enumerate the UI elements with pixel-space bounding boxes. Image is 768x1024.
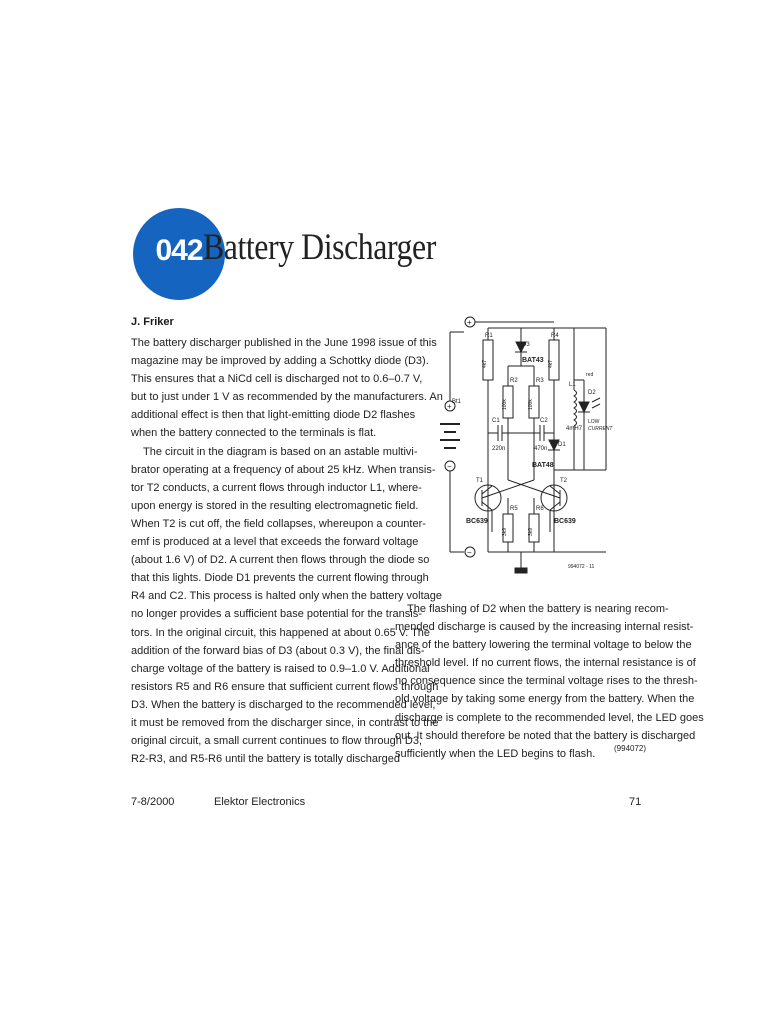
l1-value: 4mH7 (566, 426, 583, 432)
body-text-line: addition of the forward bias of D3 (about 0.3 V), the final dis- (131, 644, 425, 657)
d3-label: D3 (522, 342, 530, 348)
c2-value: 470n (534, 446, 548, 452)
r5-value: 3k9 (502, 527, 508, 536)
body-text-line: charge voltage of the battery is raised to 0.9–1.0 V. Additional (131, 662, 430, 675)
body-text-line: but to just under 1 V as recommended by the manufacturers. An (131, 391, 443, 404)
battery-minus-label: − (447, 462, 452, 471)
body-column-right (395, 600, 704, 763)
body-text-line: when the battery connected to the terminals is flat. (131, 427, 377, 440)
c1-label: C1 (492, 418, 500, 424)
r4-label: R4 (551, 333, 559, 339)
body-text-line: The battery discharger published in the June 1998 issue of this (131, 337, 437, 349)
body-text-line: The circuit in the diagram is based on an astable multivi- (143, 445, 418, 458)
body-text-line: original circuit, a small current continues to flow through D3, (131, 735, 423, 748)
r3-label: R3 (536, 378, 544, 384)
d1-label: D1 (558, 442, 566, 448)
bt1-label: Bt1 (452, 399, 462, 405)
body-text-line: D3. When the battery is discharged to the recommended level, (131, 698, 436, 711)
d1-value: BAT48 (532, 462, 554, 469)
t1-label: T1 (476, 478, 484, 484)
footer-date: 7-8/2000 (131, 796, 175, 808)
body-text-line: it must be removed from the discharger since, in contrast to the (131, 716, 439, 729)
body-text-line: out. It should therefore be noted that the battery is discharged (395, 729, 696, 742)
d2-color: red (586, 372, 594, 378)
body-text-line: tor T2 conducts, a current flows through inductor L1, where- (131, 481, 422, 494)
r5-label: R5 (510, 506, 518, 512)
terminal-plus-label: + (467, 318, 472, 327)
l1-label: L1 (569, 382, 576, 388)
t2-label: T2 (560, 478, 568, 484)
footer-journal: Elektor Electronics (214, 796, 306, 808)
battery-plus-label: + (447, 402, 452, 411)
body-text-line: (about 1.6 V) of D2. A current then flows through the diode so (131, 554, 430, 567)
body-text-line: This ensures that a NiCd cell is discharged not to 0.6–0.7 V, (131, 373, 423, 386)
t2-value: BC639 (554, 518, 576, 525)
r6-label: R6 (536, 506, 544, 512)
body-text-line: that this lights. Diode D1 prevents the current flowing through (131, 572, 429, 585)
body-text-line: R2-R3, and R5-R6 until the battery is totally discharged (131, 753, 401, 766)
r4-value: 4k7 (548, 359, 554, 368)
terminal-minus-label: − (467, 548, 472, 557)
body-text-line: R4 and C2. This process is halted only when the battery voltage (131, 590, 443, 603)
footer-page-number: 71 (629, 796, 642, 808)
c1-value: 220n (492, 446, 506, 452)
body-text-line: When T2 is cut off, the field collapses, whereupon a counter- (131, 517, 426, 530)
d2-low-label: LOW (588, 419, 600, 425)
body-text-line: upon energy is stored in the resulting electromagnetic field. (131, 499, 419, 512)
body-text-line: emf is produced at a level that exceeds the forward voltage (131, 536, 419, 549)
body-text-line: no longer provides a sufficient base potential for the transis- (131, 608, 422, 621)
r3-value: 100k (528, 399, 534, 410)
body-text-line: resistors R5 and R6 ensure that sufficient current flows through (131, 680, 439, 693)
r1-value: 4k7 (482, 359, 488, 368)
body-text-line: brator operating at a frequency of about 25 kHz. When transis- (131, 463, 436, 476)
t1-value: BC639 (466, 518, 488, 525)
d3-value: BAT43 (522, 357, 544, 364)
body-text-line: The flashing of D2 when the battery is nearing recom- (407, 603, 669, 615)
body-text-line: additional effect is then that light-emitting diode D2 flashes (131, 409, 416, 422)
d2-label: D2 (588, 390, 596, 396)
r2-value: 100k (502, 399, 508, 410)
r6-value: 3k9 (528, 527, 534, 536)
article-title: Battery Discharger (203, 227, 436, 268)
body-text-line: discharge is complete to the recommended level, the LED goes (395, 711, 704, 724)
r2-label: R2 (510, 378, 518, 384)
figure-code: 994072 - 11 (568, 564, 595, 570)
r1-label: R1 (485, 333, 493, 339)
body-text-line: ance of the battery lowering the terminal voltage to below the (395, 639, 692, 652)
body-text-line: sufficiently when the LED begins to flash. (395, 747, 596, 760)
body-column-left (131, 334, 443, 768)
article-reference: (994072) (614, 744, 647, 753)
c2-label: C2 (540, 418, 548, 424)
body-text-line: magazine may be improved by adding a Schottky diode (D3). (131, 355, 429, 368)
body-text-line: old voltage by taking some energy from the battery. When the (395, 693, 695, 706)
d2-current-label: CURRENT (588, 426, 613, 432)
article-author: J. Friker (131, 316, 174, 328)
body-text-line: no consequence since the terminal voltage rises to the thresh- (395, 675, 698, 688)
circuit-schematic (436, 310, 646, 578)
body-text-line: tors. In the original circuit, this happened at about 0.65 V. The (131, 626, 431, 639)
body-text-line: mended discharge is caused by the increasing internal resist- (395, 621, 694, 634)
article-number: 042 (155, 234, 203, 267)
body-text-line: threshold level. If no current flows, the internal resistance is of (395, 657, 696, 670)
